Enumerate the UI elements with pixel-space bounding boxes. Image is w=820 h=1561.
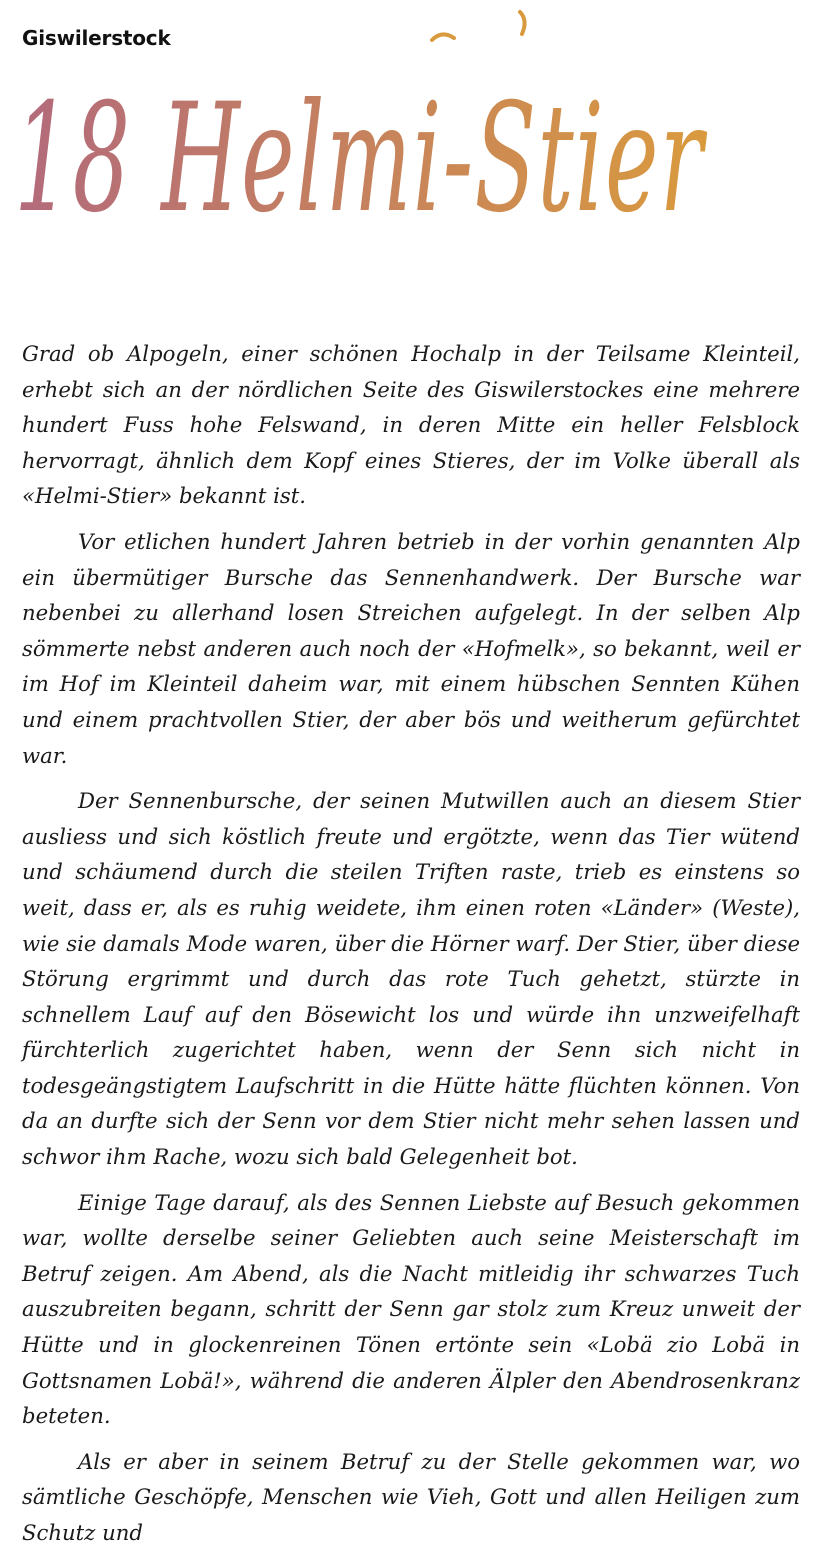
story-paragraph: Vor etlichen hundert Jahren betrieb in der vorhin genannten Alp ein übermütiger Bursche das Sennenhandwerk. Der Bursche war nebenbei zu allerhand losen Streichen aufgelegt. In der selben Alp sömmerte nebst anderen auch noch der «Hofmelk», so bekannt, weil er im Hof im Kleinteil daheim war, mit einem hübschen Sennten Kühen und einem prachtvollen Stier, der aber bös und weitherum gefürchtet war. xyxy=(22,528,800,768)
region-label: Giswilerstock xyxy=(22,26,171,50)
story-paragraph: Als er aber in seinem Betruf zu der Stelle gekommen war, wo sämtliche Geschöpfe, Menschen wie Vieh, Gott und allen Heiligen zum Schutz und xyxy=(22,1448,800,1545)
story-paragraph: Der Sennenbursche, der seinen Mutwillen auch an diesem Stier ausliess und sich köstlich freute und ergötzte, wenn das Tier wütend und schäumend durch die steilen Triften raste, trieb es einstens so weit, dass er, als es ruhig weidete, ihm einen roten «Länder» (Weste), wie sie damals Mode waren, über die Hörner warf. Der Stier, über diese Störung ergrimmt und durch das rote Tuch gehetzt, stürzte in schnellem Lauf auf den Bösewicht los und würde ihn unzweifelhaft fürchterlich zugerichtet haben, wenn der Senn sich nicht in todesgeängstigtem Laufschritt in die Hütte hätte flüchten können. Von da an durfte sich der Senn vor dem Stier nicht mehr sehen lassen und schwor ihm Rache, wozu sich bald Gelegenheit bot. xyxy=(22,788,800,1170)
chapter-title: 18 Helmi-Stier xyxy=(14,72,708,240)
decorative-flourish xyxy=(432,34,454,40)
story-paragraph: Einige Tage darauf, als des Sennen Liebste auf Besuch gekommen war, wollte derselbe seiner Geliebten auch seine Meisterschaft im Betruf zeigen. Am Abend, als die Nacht mitleidig ihr schwarzes Tuch auszubreiten begann, schritt der Senn gar stolz zum Kreuz unweit der Hütte und in glockenreinen Tönen ertönte sein «Lobä zio Lobä in Gottsnamen Lobä!», während die anderen Älpler den Abendrosenkranz beteten. xyxy=(22,1189,800,1429)
story-paragraph: Grad ob Alpogeln, einer schönen Hochalp in der Teilsame Kleinteil, erhebt sich an der nördlichen Seite des Giswilerstockes eine mehrere hundert Fuss hohe Felswand, in deren Mitte ein heller Felsblock hervorragt, ähnlich dem Kopf eines Stieres, der im Volke überall als «Helmi-Stier» bekannt ist. xyxy=(22,341,800,509)
chapter-title-art xyxy=(0,0,820,240)
story-text xyxy=(22,336,800,1561)
decorative-flourish xyxy=(520,12,525,34)
